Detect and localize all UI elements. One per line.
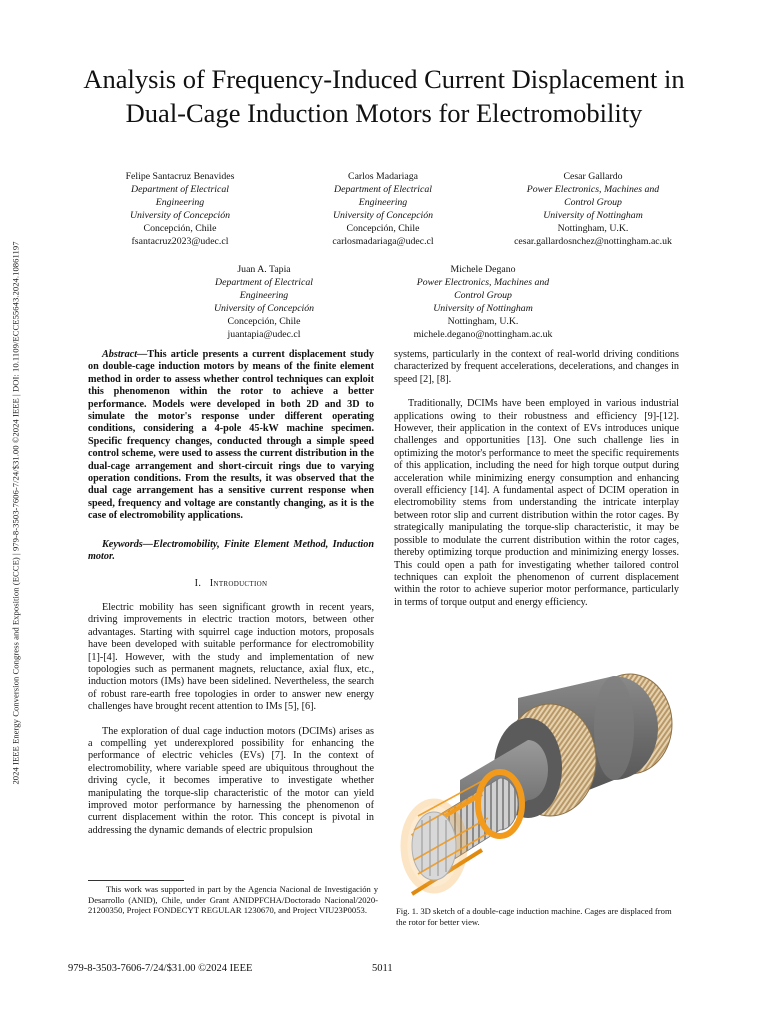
page-number: 5011 [372, 963, 393, 974]
side-note-text: 2024 IEEE Energy Conversion Congress and Exposition (ECCE) | 979-8-3503-7606-7/24/$31.00 ©2024 IEEE | DOI: 10.1109/ECCE55643.2024.10861197 [11, 241, 22, 785]
abstract-text: This article presents a current displacement study on double-cage induction motors by means of the finite element method in order to assess whether control techniques can exploit this phenomenon within the rotor to achieve a better performance. Models were developed in both 2D and 3D to simulate the motor's response under different operating conditions, considering a 4-pole 45-kW machine specimen. Specific frequency changes, conducted through a simple speed control scheme, were used to assess the current distribution in the dual-cage arrangement and short-circuit rings due to varying operation conditions. From the results, it was observed that the dual cage arrangement has a sensitive current response when speed, frequency and voltage are constantly changing, as it is the case of electromobility applications. [88, 349, 374, 522]
author-city: Nottingham, U.K. [447, 316, 519, 327]
author-affiliation: Power Electronics, Machines and [416, 277, 550, 288]
author-affiliation: Control Group [564, 197, 622, 208]
author-city: Nottingham, U.K. [557, 223, 629, 234]
author-affiliation: Engineering [155, 197, 205, 208]
paragraph: Electric mobility has seen significant growth in recent years, driving improvements in electric traction motors, between other advantages. Starting with squirrel cage induction motors, proposals have been developed with suitable performance for electromobility [1]-[4]. However, with the study and implementation of new topologies such as permanent magnets, reluctance, axial flux, etc., induction motors (IMs) have been sidelined. Nevertheless, the search of robust rare-earth free topologies in order to answer new energy challenges have brought recent attention to IMs [5], [6]. [88, 601, 374, 713]
author-block-2 [310, 170, 456, 248]
author-block-4 [196, 263, 332, 341]
author-affiliation: University of Concepción [332, 210, 434, 221]
author-affiliation: University of Nottingham [433, 303, 533, 314]
author-email[interactable]: fsantacruz2023@udec.cl [131, 236, 229, 247]
author-block-5 [398, 263, 568, 341]
author-name: Carlos Madariaga [348, 171, 418, 182]
footnote-rule [88, 880, 184, 881]
section-title: Introduction [209, 577, 268, 589]
author-city: Concepción, Chile [143, 223, 217, 234]
author-affiliation: Power Electronics, Machines and [526, 184, 660, 195]
author-city: Concepción, Chile [346, 223, 420, 234]
author-affiliation: Department of Electrical [334, 184, 432, 195]
author-affiliation: University of Concepción [213, 303, 315, 314]
author-affiliation: Engineering [239, 290, 289, 301]
keywords: Keywords—Electromobility, Finite Element Method, Induction motor. [88, 538, 374, 563]
copyright-side-note [8, 188, 24, 838]
paper-title: Analysis of Frequency-Induced Current Displacement in Dual-Cage Induction Motors for Electromobility [83, 64, 685, 128]
paragraph: Traditionally, DCIMs have been employed in various industrial applications owing to their robustness and efficiency [9]-[12]. However, their application in the context of EVs introduces unique challenges and opportunities [13]. One such challenge lies in optimizing the motor's performance to meet the specific requirements of this application, including the need for high torque output during acceleration while minimizing energy consumption and enhancing overall efficiency [14]. A fundamental aspect of DCIM operation in electromobility stems from understanding the intricate interplay between rotor slip and current distribution within the rotor cages. By strategically manipulating the torque-slip characteristic, it may be possible to modulate the current distribution within the rotor cages, thereby optimizing torque production and minimizing energy losses. This could open a path for investigating whether tailored control techniques can exploit the phenomenon of current displacement within the rotor to achieve superior motor performance, particularly in terms of torque output and energy efficiency. [394, 398, 679, 608]
abstract [88, 349, 374, 523]
author-name: Cesar Gallardo [563, 171, 623, 182]
author-name: Juan A. Tapia [237, 264, 291, 275]
author-city: Concepción, Chile [227, 316, 301, 327]
author-affiliation: Department of Electrical [215, 277, 313, 288]
footer-isbn: 979-8-3503-7606-7/24/$31.00 ©2024 IEEE [68, 963, 253, 974]
motor-figure [400, 668, 684, 900]
author-affiliation: Control Group [454, 290, 512, 301]
abstract-lead: Abstract— [102, 349, 148, 360]
author-email[interactable]: michele.degano@nottingham.ac.uk [413, 329, 553, 340]
right-column [394, 349, 679, 609]
author-name: Michele Degano [450, 264, 516, 275]
paragraph: systems, particularly in the context of real-world driving conditions characterized by frequent accelerations, decelerations, and changes in speed [2], [8]. [394, 349, 679, 385]
motor-3d-sketch [400, 668, 684, 900]
author-affiliation: Department of Electrical [131, 184, 229, 195]
figure-caption: Fig. 1. 3D sketch of a double-cage induction machine. Cages are displaced from the rotor for better view. [396, 906, 672, 927]
author-affiliation: University of Concepción [129, 210, 231, 221]
author-email[interactable]: juantapia@udec.cl [227, 329, 301, 340]
section-numeral: I. [194, 577, 202, 589]
section-heading [88, 578, 374, 590]
footnote: This work was supported in part by the Agencia Nacional de Investigación y Desarrollo (ANID), Chile, under Grant ANIDPFCHA/Doctorado Nacional/2020-21200350, Project FONDECYT REGULAR 1230670, and Project VIU23P0053. [88, 884, 378, 916]
left-column [88, 349, 374, 837]
author-affiliation: Engineering [358, 197, 408, 208]
author-block-3 [495, 170, 691, 248]
paragraph: The exploration of dual cage induction motors (DCIMs) arises as a compelling yet underexplored possibility for enhancing the performance of electric vehicles (EVs) [7]. In the context of electromobility, where variable speed are ubiquitous throughout the driving cycle, it becomes imperative to investigate whether manipulating the torque-slip characteristic of the motor can yield improved motor performance by harnessing the phenomenon of current displacement within the rotor. This concept is pivotal in addressing the dynamic demands of electric propulsion [88, 725, 374, 836]
author-email[interactable]: carlosmadariaga@udec.cl [332, 236, 434, 247]
author-name: Felipe Santacruz Benavides [125, 171, 235, 182]
author-email[interactable]: cesar.gallardosnchez@nottingham.ac.uk [514, 236, 672, 247]
author-affiliation: University of Nottingham [543, 210, 643, 221]
author-block-1 [100, 170, 260, 248]
